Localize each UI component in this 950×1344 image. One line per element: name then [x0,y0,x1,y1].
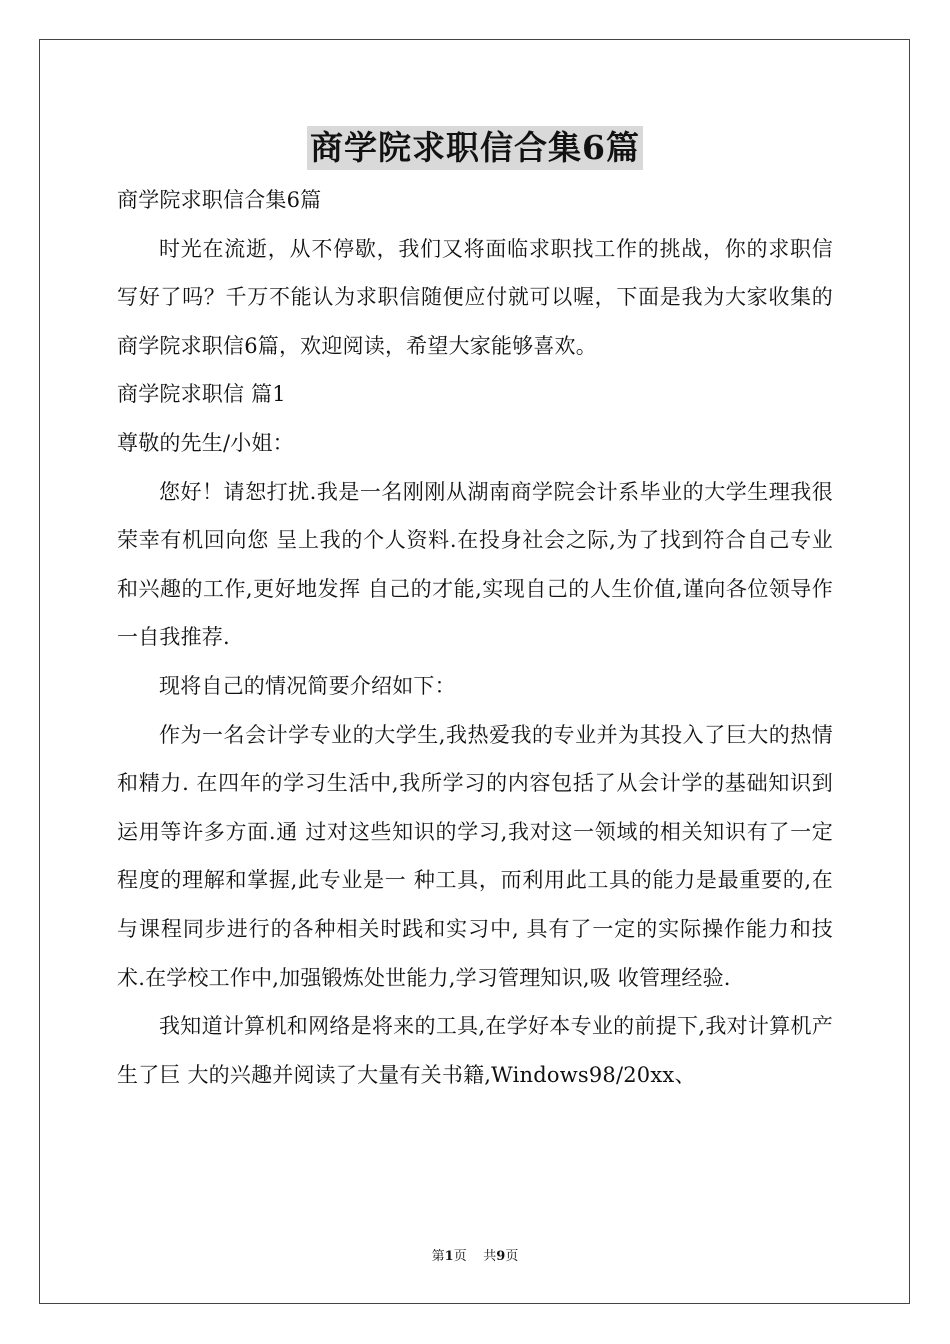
page-footer [0,1245,950,1264]
document-body [117,176,833,1099]
page-number-label: 第1页 [431,1249,467,1264]
paragraph: 我知道计算机和网络是将来的工具,在学好本专业的前提下,我对计算机产生了巨 大的兴趣并阅读了大量有关书籍,Windows98/20xx、 [117,1014,833,1087]
paragraph: 商学院求职信合集6篇 [117,188,322,212]
paragraph: 时光在流逝，从不停歇，我们又将面临求职找工作的挑战，你的求职信写好了吗？千万不能认为求职信随便应付就可以喔，下面是我为大家收集的商学院求职信6篇，欢迎阅读，希望大家能够喜欢。 [117,236,833,358]
page-total-label: 共9页 [483,1249,519,1264]
document-title: 商学院求职信合集6篇 [307,126,643,170]
paragraph: 您好！请恕打扰.我是一名刚刚从湖南商学院会计系毕业的大学生理我很荣幸有机回向您 呈上我的个人资料.在投身社会之际,为了找到符合自己专业和兴趣的工作,更好地发挥 自己的才能,实现自己的人生价值,谨向各位领导作一自我推荐. [117,479,833,650]
paragraph: 现将自己的情况简要介绍如下： [159,673,456,698]
paragraph: 作为一名会计学专业的大学生,我热爱我的专业并为其投入了巨大的热情和精力. 在四年的学习生活中,我所学习的内容包括了从会计学的基础知识到运用等许多方面.通 过对这些知识的学习,我对这一领域的相关知识有了一定程度的理解和掌握,此专业是一 种工具，而利用此工具的能力是最重要的,在与课程同步进行的各种相关时践和实习中, 具有了一定的实际操作能力和技术.在学校工作中,加强锻炼处世能力,学习管理知识,吸 收管理经验. [117,722,833,990]
paragraph: 尊敬的先生/小姐： [117,430,294,455]
paragraph: 商学院求职信 篇1 [117,382,286,407]
title-container [0,126,950,170]
